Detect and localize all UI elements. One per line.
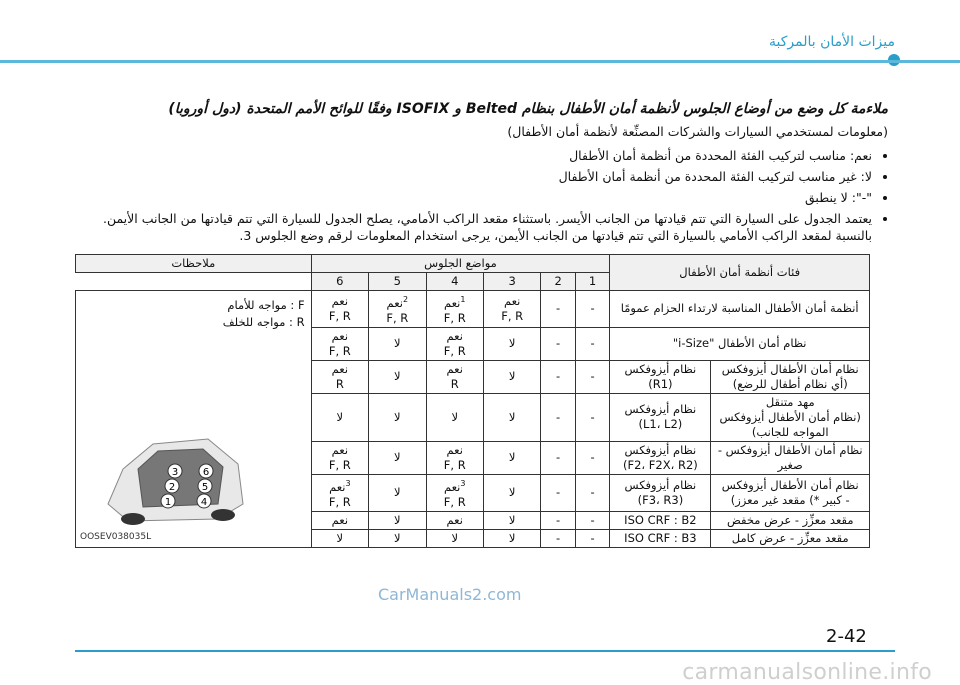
category-cell xyxy=(711,474,870,511)
position-cell xyxy=(483,327,540,360)
fixture-cell xyxy=(610,441,711,474)
footer-rule xyxy=(75,650,895,652)
cell-value: R xyxy=(450,376,459,391)
cell-value: لا xyxy=(451,409,459,424)
cell-line: F : مواجه للأمام xyxy=(227,298,305,312)
suitability-table xyxy=(75,254,870,548)
bullet-item: • نعم: مناسب لتركيب الفئة المحددة من أنظمة أمان الأطفال xyxy=(72,145,872,166)
position-cell xyxy=(483,511,540,529)
cell-line: مهد متنقل xyxy=(765,394,815,409)
position-cell xyxy=(575,441,609,474)
cell-line: مقعد معزِّز - عرض مخفض xyxy=(726,512,854,527)
position-number-6: 6 xyxy=(311,273,368,291)
cell-value: - xyxy=(556,530,561,545)
cell-value: نعم xyxy=(446,442,463,457)
position-cell xyxy=(575,327,609,360)
svg-text:5: 5 xyxy=(201,482,209,493)
position-cell xyxy=(311,474,368,511)
fixture-cell xyxy=(610,393,711,441)
cell-line: مقعد معزِّز - عرض كامل xyxy=(731,530,849,545)
cell-line: (L1، L2) xyxy=(638,417,683,432)
position-cell xyxy=(575,360,609,393)
position-cell xyxy=(369,360,426,393)
position-number-3: 3 xyxy=(483,273,540,291)
positions-header: مواضع الجلوس xyxy=(311,255,610,273)
cell-value: F, R xyxy=(386,310,409,325)
cell-value: نعم xyxy=(331,442,349,457)
position-cell xyxy=(426,291,483,328)
cell-value: لا xyxy=(508,530,516,545)
legend xyxy=(76,291,311,331)
svg-text:2: 2 xyxy=(168,482,176,493)
page-title: ملاءمة كل وضع من أوضاع الجلوس لأنظمة أمان الأطفال بنظام Belted و ISOFIX وفقًا للوائح الأمم المتحدة (دول أوروبا) xyxy=(168,101,888,117)
position-cell xyxy=(311,327,368,360)
cell-value: لا xyxy=(508,512,516,527)
cell-value: نعم xyxy=(446,328,463,343)
cell-value: - xyxy=(556,512,561,527)
legend-bullets xyxy=(72,145,888,229)
cell-value: لا xyxy=(508,485,516,500)
svg-text:3: 3 xyxy=(171,467,179,478)
position-cell xyxy=(426,360,483,393)
category-header: فئات أنظمة أمان الأطفال xyxy=(610,255,870,291)
position-cell xyxy=(541,393,575,441)
position-cell xyxy=(541,291,575,328)
position-cell xyxy=(541,529,575,547)
cell-value: - xyxy=(556,369,561,384)
bullet-item: • يعتمد الجدول على السيارة التي تتم قيادتها من الجانب الأيسر. باستثناء مقعد الراكب الأمامي، يصلح الجدول للسيارة التي تتم قيادتها من الجانب الأيمن. xyxy=(72,208,872,229)
cell-value: لا xyxy=(394,485,401,500)
category-cell xyxy=(711,511,870,529)
bullet-item: • لا: غير مناسب لتركيب الفئة المحددة من أنظمة أمان الأطفال xyxy=(72,166,872,187)
fixture-cell xyxy=(610,474,711,511)
cell-value: نعم xyxy=(331,512,349,527)
position-cell xyxy=(483,441,540,474)
cell-line: نظام أمان الأطفال "i-Size" xyxy=(672,336,807,351)
position-cell xyxy=(426,474,483,511)
fixture-cell xyxy=(610,529,711,547)
cell-value: نعم xyxy=(386,295,403,310)
cell-line: نظام أيزوفكس xyxy=(624,442,697,457)
cell-value: لا xyxy=(508,409,516,424)
position-cell xyxy=(575,474,609,511)
position-cell xyxy=(426,529,483,547)
section-header: ميزات الأمان بالمركبة xyxy=(769,34,895,50)
cell-value: لا xyxy=(508,336,516,351)
bullet-item: • "-": لا ينطبق xyxy=(72,187,872,208)
category-cell xyxy=(610,327,870,360)
svg-text:6: 6 xyxy=(202,467,210,478)
watermark: CarManuals2.com xyxy=(378,585,522,604)
position-cell xyxy=(369,393,426,441)
cell-value: نعم xyxy=(446,361,463,376)
cell-value: نعم xyxy=(331,328,349,343)
position-cell xyxy=(575,511,609,529)
cell-line: نظام أمان الأطفال أيزوفكس - صغير xyxy=(717,442,863,472)
position-cell xyxy=(483,360,540,393)
position-cell xyxy=(483,291,540,328)
cell-value: لا xyxy=(394,450,401,465)
cell-value: نعم xyxy=(503,293,521,308)
cell-value: - xyxy=(556,301,561,316)
cell-line: ISO CRF : B3 xyxy=(624,530,697,545)
position-number-1: 1 xyxy=(575,273,609,291)
cell-value: نعم xyxy=(329,479,346,494)
position-cell xyxy=(369,291,426,328)
cell-value: نعم xyxy=(443,295,461,310)
cell-value: F, R xyxy=(328,457,351,472)
category-cell xyxy=(610,291,870,328)
position-cell xyxy=(311,441,368,474)
cell-value: - xyxy=(556,485,561,500)
position-cell xyxy=(369,511,426,529)
cell-value: F, R xyxy=(443,343,466,358)
cell-value: لا xyxy=(336,530,344,545)
position-cell xyxy=(369,529,426,547)
cell-line: - كبير *) مقعد غير معزز) xyxy=(730,492,850,507)
header-rule xyxy=(0,60,960,63)
cell-value: R xyxy=(335,376,344,391)
position-cell xyxy=(426,327,483,360)
position-cell xyxy=(541,474,575,511)
position-cell xyxy=(311,360,368,393)
footnote-marker: 3 xyxy=(345,478,351,488)
cell-line: نظام أيزوفكس xyxy=(624,477,697,492)
cell-value: F, R xyxy=(328,343,351,358)
position-cell xyxy=(311,511,368,529)
position-cell xyxy=(426,393,483,441)
cell-line: نظام أيزوفكس xyxy=(624,361,697,376)
cell-value: - xyxy=(590,301,595,316)
cell-value: نعم xyxy=(331,293,349,308)
cell-value: F, R xyxy=(328,308,351,323)
position-cell xyxy=(541,327,575,360)
cell-value: F, R xyxy=(501,308,524,323)
seat-diagram-cell xyxy=(76,291,312,548)
fixture-cell xyxy=(610,511,711,529)
cell-value: F, R xyxy=(443,310,466,325)
cell-value: نعم xyxy=(443,479,461,494)
category-cell xyxy=(711,360,870,393)
position-cell xyxy=(311,291,368,328)
footnote-marker: 3 xyxy=(460,478,466,488)
position-cell xyxy=(541,511,575,529)
cell-value: لا xyxy=(336,409,344,424)
footnote-marker: 1 xyxy=(460,295,466,304)
car-seat-diagram-icon xyxy=(98,409,248,539)
cell-value: F, R xyxy=(443,457,466,472)
position-cell xyxy=(541,360,575,393)
cell-line: ISO CRF : B2 xyxy=(624,512,697,527)
position-cell xyxy=(541,441,575,474)
cell-line: (F2، F2X، R2) xyxy=(622,457,698,472)
footer-watermark: carmanualsonline.info xyxy=(682,660,932,685)
cell-value: لا xyxy=(394,369,401,384)
position-cell xyxy=(426,441,483,474)
cell-line: (F3، R3) xyxy=(637,492,684,507)
cell-value: لا xyxy=(394,336,401,351)
cell-line: (نظام أمان الأطفال أيزوفكس xyxy=(719,409,861,424)
cell-line: (أي نظام أطفال للرضع) xyxy=(732,376,848,391)
cell-value: - xyxy=(556,409,561,424)
position-cell xyxy=(311,393,368,441)
position-number-5: 5 xyxy=(369,273,426,291)
cell-line: نظام أمان الأطفال أيزوفكس xyxy=(721,477,859,492)
cell-value: - xyxy=(590,512,595,527)
position-cell xyxy=(369,474,426,511)
footnote-marker: 2 xyxy=(402,295,409,304)
cell-value: - xyxy=(590,336,595,351)
cell-value: لا xyxy=(394,409,401,424)
cell-value: - xyxy=(556,336,561,351)
cell-value: - xyxy=(590,450,595,465)
cell-value: - xyxy=(556,450,561,465)
svg-text:1: 1 xyxy=(164,497,172,508)
position-cell xyxy=(311,529,368,547)
position-cell xyxy=(575,291,609,328)
cell-value: نعم xyxy=(331,361,349,376)
table-row xyxy=(76,291,870,328)
cell-value: F, R xyxy=(443,494,466,509)
cell-value: - xyxy=(590,369,595,384)
cell-value: لا xyxy=(451,530,459,545)
cell-value: لا xyxy=(394,530,401,545)
position-number-2: 2 xyxy=(541,273,575,291)
cell-value: لا xyxy=(508,450,516,465)
position-cell xyxy=(369,327,426,360)
page-number: 2-42 xyxy=(826,626,867,647)
page-subtitle: (معلومات لمستخدمي السيارات والشركات المصنِّعة لأنظمة أمان الأطفال) xyxy=(507,124,888,139)
position-cell xyxy=(575,393,609,441)
image-code: OOSEV038035L xyxy=(80,531,152,542)
position-cell xyxy=(426,511,483,529)
position-cell xyxy=(369,441,426,474)
category-cell xyxy=(711,393,870,441)
cell-value: - xyxy=(590,530,595,545)
cell-value: نعم xyxy=(446,512,463,527)
cell-value: لا xyxy=(394,512,401,527)
position-number-4: 4 xyxy=(426,273,483,291)
cell-line: أنظمة أمان الأطفال المناسبة لارتداء الحزام عمومًا xyxy=(620,301,859,316)
category-cell xyxy=(711,441,870,474)
cell-line: نظام أيزوفكس xyxy=(624,402,697,417)
cell-value: - xyxy=(590,409,595,424)
svg-text:4: 4 xyxy=(200,497,208,508)
cell-line: المواجه للجانب) xyxy=(751,424,829,439)
cell-value: لا xyxy=(508,369,516,384)
bullet-continuation: بالنسبة لمقعد الراكب الأمامي بالسيارة التي تتم قيادتها من الجانب الأيمن، يرجى استخدام المعلومات لرقم وضع الجلوس 3. xyxy=(239,228,872,243)
cell-line: R : مواجه للخلف xyxy=(222,315,305,329)
position-cell xyxy=(575,529,609,547)
position-cell xyxy=(483,393,540,441)
cell-line: نظام أمان الأطفال أيزوفكس xyxy=(721,361,859,376)
cell-value: F, R xyxy=(328,494,351,509)
notes-header: ملاحظات xyxy=(76,255,312,273)
cell-line: (R1) xyxy=(648,376,673,391)
fixture-cell xyxy=(610,360,711,393)
position-cell xyxy=(483,529,540,547)
position-cell xyxy=(483,474,540,511)
cell-value: - xyxy=(590,485,595,500)
category-cell xyxy=(711,529,870,547)
